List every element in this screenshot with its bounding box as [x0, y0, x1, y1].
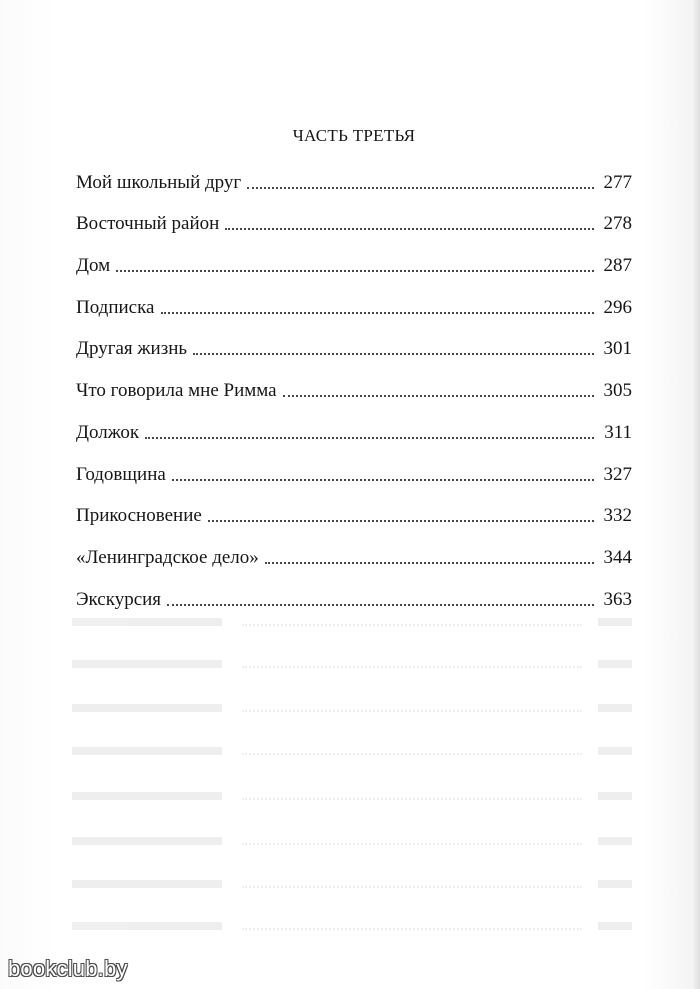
bleed-text-mark: [72, 704, 222, 712]
toc-list: [76, 157, 632, 616]
toc-entry-title: Восточный район: [76, 213, 220, 235]
bleed-text-mark: [72, 660, 222, 668]
toc-entry-page: 278: [603, 213, 632, 235]
bleed-text-mark: [72, 837, 222, 845]
bleed-page-mark: [598, 660, 632, 668]
bleed-text-mark: [72, 792, 222, 800]
toc-entry: [76, 282, 632, 324]
toc-entry: [76, 491, 632, 533]
toc-entry-title: Другая жизнь: [76, 338, 188, 360]
bleed-line: [72, 784, 632, 808]
toc-entry: [76, 157, 632, 199]
toc-entry: [76, 532, 632, 574]
toc-entry-title: «Ленинградское дело»: [76, 546, 259, 568]
bleed-leader-mark: [242, 624, 582, 626]
toc-leader: [145, 437, 594, 439]
bleed-leader-mark: [242, 798, 582, 800]
source-watermark: bookclub.by: [8, 956, 128, 981]
bleed-line: [72, 872, 632, 896]
toc-entry-title: Прикосновение: [76, 505, 202, 527]
toc-entry-page: 311: [604, 421, 632, 443]
toc-entry-page: 332: [603, 505, 632, 527]
bleed-leader-mark: [242, 843, 582, 845]
bleed-line: [72, 739, 632, 763]
toc-leader: [247, 187, 594, 189]
bleed-line: [72, 914, 632, 938]
toc-leader: [193, 353, 594, 355]
toc-entry: [76, 324, 632, 366]
toc-entry-title: Подписка: [76, 296, 155, 318]
toc-entry-title: Мой школьный друг: [76, 171, 242, 193]
bleed-page-mark: [598, 747, 632, 755]
toc-entry: [76, 240, 632, 282]
bleed-text-mark: [72, 747, 222, 755]
toc-entry-page: 363: [603, 588, 632, 610]
toc-leader: [116, 270, 594, 272]
toc-entry-page: 301: [603, 338, 632, 360]
toc-leader: [225, 228, 594, 230]
bleed-page-mark: [598, 792, 632, 800]
toc-leader: [208, 520, 594, 522]
toc-entry-page: 344: [603, 546, 632, 568]
toc-entry: [76, 199, 632, 241]
toc-leader: [172, 479, 594, 481]
toc-entry: [76, 449, 632, 491]
toc-entry: [76, 407, 632, 449]
bleed-line: [72, 829, 632, 853]
section-heading: ЧАСТЬ ТРЕТЬЯ: [292, 126, 416, 145]
bleed-text-mark: [72, 922, 222, 930]
bleed-line: [72, 696, 632, 720]
bleed-page-mark: [598, 704, 632, 712]
toc-leader: [283, 395, 594, 397]
bleed-page-mark: [598, 837, 632, 845]
toc-entry-page: 287: [603, 255, 632, 277]
toc-entry-page: 277: [603, 171, 632, 193]
toc-entry-page: 327: [603, 463, 632, 485]
toc-entry-title: Годовщина: [76, 463, 166, 485]
toc-entry-title: Что говорила мне Римма: [76, 380, 277, 402]
toc-entry-page: 305: [603, 380, 632, 402]
toc-entry: [76, 574, 632, 616]
toc-entry-title: Должок: [76, 421, 140, 443]
bleed-leader-mark: [242, 886, 582, 888]
bleed-leader-mark: [242, 753, 582, 755]
toc-entry-title: Дом: [76, 255, 111, 277]
toc-entry-page: 296: [603, 296, 632, 318]
bleed-leader-mark: [242, 666, 582, 668]
reverse-side-bleed: [72, 610, 632, 980]
bleed-text-mark: [72, 618, 222, 626]
bleed-leader-mark: [242, 928, 582, 930]
table-of-contents: [76, 126, 632, 616]
bleed-page-mark: [598, 880, 632, 888]
toc-entry: [76, 365, 632, 407]
toc-leader: [161, 312, 595, 314]
bleed-page-mark: [598, 922, 632, 930]
toc-leader: [265, 562, 594, 564]
bleed-page-mark: [598, 618, 632, 626]
bleed-text-mark: [72, 880, 222, 888]
bleed-leader-mark: [242, 710, 582, 712]
bleed-line: [72, 652, 632, 676]
toc-entry-title: Экскурсия: [76, 588, 162, 610]
toc-leader: [167, 604, 594, 606]
